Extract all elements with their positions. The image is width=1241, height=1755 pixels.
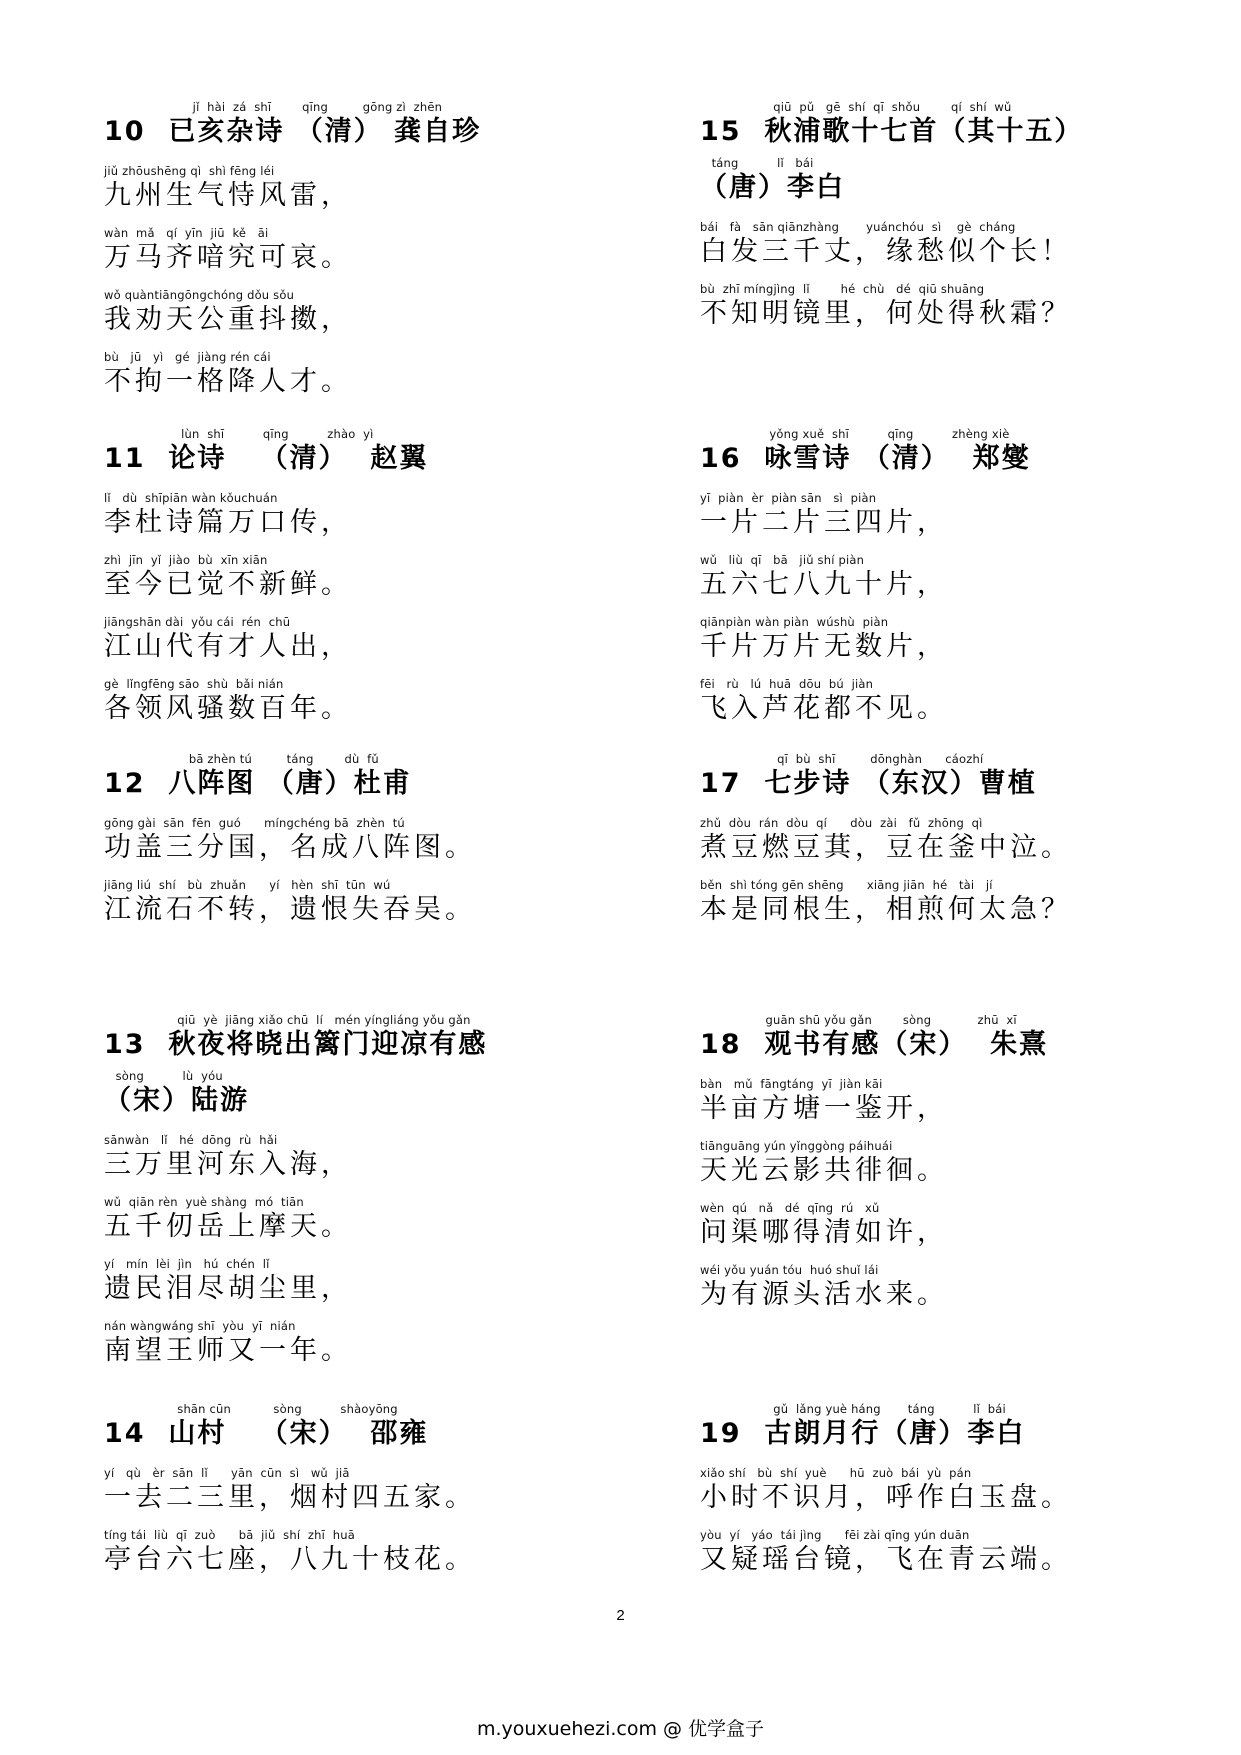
verse-text: 不知明镜里，何处得秋霜？ xyxy=(700,298,1072,329)
verse-line xyxy=(700,1464,1240,1514)
poem-author-block xyxy=(700,154,1240,204)
poem-author: （唐）李白 xyxy=(700,172,845,203)
verse-line xyxy=(700,675,1240,725)
verse-line xyxy=(700,814,1240,864)
poem-title: 13 秋夜将晓出篱门迎凉有感 xyxy=(104,1029,488,1060)
verse-text: 功盖三分国，名成八阵图。 xyxy=(104,832,476,863)
verse-pinyin: wǔ qiān rèn yuè shàng mó tiān xyxy=(104,1195,304,1209)
verse-line xyxy=(104,613,644,663)
verse-line xyxy=(104,876,644,926)
title-pinyin: jǐ hài zá shī qīng gōng zì zhēn xyxy=(104,100,443,114)
verse-pinyin: jiāng liú shí bù zhuǎn yí hèn shī tūn wú xyxy=(104,878,391,892)
verse-pinyin: fēi rù lú huā dōu bú jiàn xyxy=(700,677,874,691)
verse-text: 亭台六七座，八九十枝花。 xyxy=(104,1544,476,1575)
verse-line xyxy=(104,814,644,864)
poem-13 xyxy=(104,1011,644,1367)
poem-title: 15 秋浦歌十七首（其十五） xyxy=(700,116,1084,147)
verse-pinyin: yòu yí yáo tái jìng fēi zài qīng yún duān xyxy=(700,1528,970,1542)
verse-pinyin: wàn mǎ qí yīn jiū kě āi xyxy=(104,226,269,240)
verse-line xyxy=(700,876,1240,926)
poem-10 xyxy=(104,98,644,398)
verse-text: 为有源头活水来。 xyxy=(700,1279,948,1310)
verse-text: 一片二片三四片， xyxy=(700,507,948,538)
verse-text: 江流石不转，遗恨失吞吴。 xyxy=(104,894,476,925)
verse-line xyxy=(104,675,644,725)
title-pinyin: yǒng xuě shī qīng zhèng xiè xyxy=(700,427,1010,441)
verse-line xyxy=(700,551,1240,601)
verse-text: 本是同根生，相煎何太急？ xyxy=(700,894,1072,925)
verse-text: 各领风骚数百年。 xyxy=(104,693,352,724)
author-pinyin: sòng lù yóu xyxy=(104,1069,223,1083)
verse-pinyin: wǒ quàntiāngōngchóng dǒu sǒu xyxy=(104,288,295,302)
title-pinyin: guān shū yǒu gǎn sòng zhū xī xyxy=(700,1013,1017,1027)
verse-pinyin: sānwàn lǐ hé dōng rù hǎi xyxy=(104,1133,278,1147)
verse-line xyxy=(104,1193,644,1243)
verse-text: 又疑瑶台镜，飞在青云端。 xyxy=(700,1544,1072,1575)
verse-text: 李杜诗篇万口传， xyxy=(104,507,352,538)
poem-title: 14 山村 （宋） 邵雍 xyxy=(104,1418,429,1449)
verse-line xyxy=(104,1317,644,1367)
verse-text: 江山代有才人出， xyxy=(104,631,352,662)
verse-pinyin: jiāngshān dài yǒu cái rén chū xyxy=(104,615,291,629)
poem-title: 19 古朗月行（唐）李白 xyxy=(700,1418,1026,1449)
verse-text: 九州生气恃风雷， xyxy=(104,180,352,211)
verse-pinyin: yí qù èr sān lǐ yān cūn sì wǔ jiā xyxy=(104,1466,350,1480)
poem-title: 12 八阵图 （唐）杜甫 xyxy=(104,768,412,799)
verse-line xyxy=(104,551,644,601)
poem-title-block xyxy=(104,1011,644,1061)
poem-title: 11 论诗 （清） 赵翼 xyxy=(104,443,429,474)
verse-pinyin: gè lǐngfēng sāo shù bǎi nián xyxy=(104,677,284,691)
poem-title: 18 观书有感（宋） 朱熹 xyxy=(700,1029,1049,1060)
verse-line xyxy=(700,1526,1240,1576)
poem-author: （宋）陆游 xyxy=(104,1085,249,1116)
verse-text: 小时不识月，呼作白玉盘。 xyxy=(700,1482,1072,1513)
verse-pinyin: gōng gài sān fēn guó míngchéng bā zhèn tú xyxy=(104,816,405,830)
poem-17 xyxy=(700,750,1240,926)
verse-pinyin: wǔ liù qī bā jiǔ shí piàn xyxy=(700,553,865,567)
title-pinyin: shān cūn sòng shàoyōng xyxy=(104,1402,398,1416)
verse-text: 五六七八九十片， xyxy=(700,569,948,600)
verse-pinyin: wèn qú nǎ dé qīng rú xǔ xyxy=(700,1201,880,1215)
poem-title: 16 咏雪诗 （清） 郑燮 xyxy=(700,443,1031,474)
verse-pinyin: lǐ dù shīpiān wàn kǒuchuán xyxy=(104,491,278,505)
verse-text: 半亩方塘一鉴开， xyxy=(700,1093,948,1124)
poem-14 xyxy=(104,1400,644,1576)
verse-text: 三万里河东入海， xyxy=(104,1149,352,1180)
poem-11 xyxy=(104,425,644,725)
poem-title-block xyxy=(104,98,644,148)
verse-text: 我劝天公重抖擞， xyxy=(104,304,352,335)
verse-line xyxy=(104,1464,644,1514)
poem-title-block xyxy=(700,98,1240,148)
verse-text: 遗民泪尽胡尘里， xyxy=(104,1273,352,1304)
poem-title-block xyxy=(700,425,1240,475)
verse-line xyxy=(104,1255,644,1305)
title-pinyin: qiū pǔ gē shí qī shǒu qí shí wǔ xyxy=(700,100,1012,114)
title-pinyin: qī bù shī dōnghàn cáozhí xyxy=(700,752,984,766)
verse-text: 南望王师又一年。 xyxy=(104,1335,352,1366)
verse-pinyin: bù zhī míngjìng lǐ hé chù dé qiū shuāng xyxy=(700,282,985,296)
poem-title: 10 已亥杂诗 （清） 龚自珍 xyxy=(104,116,482,147)
verse-text: 一去二三里，烟村四五家。 xyxy=(104,1482,476,1513)
verse-line xyxy=(700,1137,1240,1187)
poem-12 xyxy=(104,750,644,926)
verse-pinyin: nán wàngwáng shī yòu yī nián xyxy=(104,1319,296,1333)
page-number: 2 xyxy=(616,1607,625,1624)
title-pinyin: bā zhèn tú táng dù fǔ xyxy=(104,752,379,766)
poem-author-block xyxy=(104,1067,644,1117)
verse-line xyxy=(104,348,644,398)
verse-line xyxy=(700,1075,1240,1125)
verse-line xyxy=(700,1199,1240,1249)
poem-title-block xyxy=(700,750,1240,800)
verse-pinyin: yí mín lèi jìn hú chén lǐ xyxy=(104,1257,270,1271)
verse-text: 煮豆燃豆萁，豆在釜中泣。 xyxy=(700,832,1072,863)
verse-line xyxy=(104,489,644,539)
poem-title-block xyxy=(104,750,644,800)
poem-title: 17 七步诗 （东汉）曹植 xyxy=(700,768,1037,799)
verse-line xyxy=(700,613,1240,663)
verse-line xyxy=(104,162,644,212)
verse-text: 白发三千丈，缘愁似个长！ xyxy=(700,236,1072,267)
verse-text: 天光云影共徘徊。 xyxy=(700,1155,948,1186)
verse-pinyin: xiǎo shí bù shí yuè hū zuò bái yù pán xyxy=(700,1466,972,1480)
verse-pinyin: bàn mǔ fāngtáng yī jiàn kāi xyxy=(700,1077,883,1091)
verse-line xyxy=(104,224,644,274)
title-pinyin: qiū yè jiāng xiǎo chū lí mén yíngliáng yǒu gǎn xyxy=(104,1013,471,1027)
verse-line xyxy=(700,218,1240,268)
poem-title-block xyxy=(104,425,644,475)
verse-pinyin: běn shì tóng gēn shēng xiāng jiān hé tài jí xyxy=(700,878,993,892)
verse-text: 五千仞岳上摩天。 xyxy=(104,1211,352,1242)
poem-title-block xyxy=(700,1011,1240,1061)
verse-text: 千片万片无数片， xyxy=(700,631,948,662)
poem-16 xyxy=(700,425,1240,725)
poem-title-block xyxy=(700,1400,1240,1450)
footer-watermark[interactable]: m.youxuehezi.com @ 优学盒子 xyxy=(476,1718,765,1740)
verse-text: 至今已觉不新鲜。 xyxy=(104,569,352,600)
verse-pinyin: zhì jīn yǐ jiào bù xīn xiān xyxy=(104,553,268,567)
verse-pinyin: tiānguāng yún yǐnggòng páihuái xyxy=(700,1139,893,1153)
verse-text: 问渠哪得清如许， xyxy=(700,1217,948,1248)
poem-19 xyxy=(700,1400,1240,1576)
poem-title-block xyxy=(104,1400,644,1450)
verse-line xyxy=(104,1526,644,1576)
verse-pinyin: wéi yǒu yuán tóu huó shuǐ lái xyxy=(700,1263,879,1277)
verse-text: 不拘一格降人才。 xyxy=(104,366,352,397)
verse-line xyxy=(700,1261,1240,1311)
verse-pinyin: qiānpiàn wàn piàn wúshù piàn xyxy=(700,615,889,629)
title-pinyin: gǔ lǎng yuè háng táng lǐ bái xyxy=(700,1402,1006,1416)
verse-pinyin: yī piàn èr piàn sān sì piàn xyxy=(700,491,877,505)
verse-line xyxy=(104,286,644,336)
verse-pinyin: tíng tái liù qī zuò bā jiǔ shí zhī huā xyxy=(104,1528,355,1542)
verse-text: 万马齐喑究可哀。 xyxy=(104,242,352,273)
verse-pinyin: jiǔ zhōushēng qì shì fēng léi xyxy=(104,164,275,178)
verse-line xyxy=(104,1131,644,1181)
verse-pinyin: bái fà sān qiānzhàng yuánchóu sì gè cháng xyxy=(700,220,1016,234)
poem-18 xyxy=(700,1011,1240,1311)
verse-text: 飞入芦花都不见。 xyxy=(700,693,948,724)
verse-line xyxy=(700,280,1240,330)
verse-pinyin: zhǔ dòu rán dòu qí dòu zài fǔ zhōng qì xyxy=(700,816,983,830)
verse-line xyxy=(700,489,1240,539)
author-pinyin: táng lǐ bái xyxy=(700,156,814,170)
poem-15 xyxy=(700,98,1240,330)
title-pinyin: lùn shī qīng zhào yì xyxy=(104,427,374,441)
verse-pinyin: bù jū yì gé jiàng rén cái xyxy=(104,350,271,364)
